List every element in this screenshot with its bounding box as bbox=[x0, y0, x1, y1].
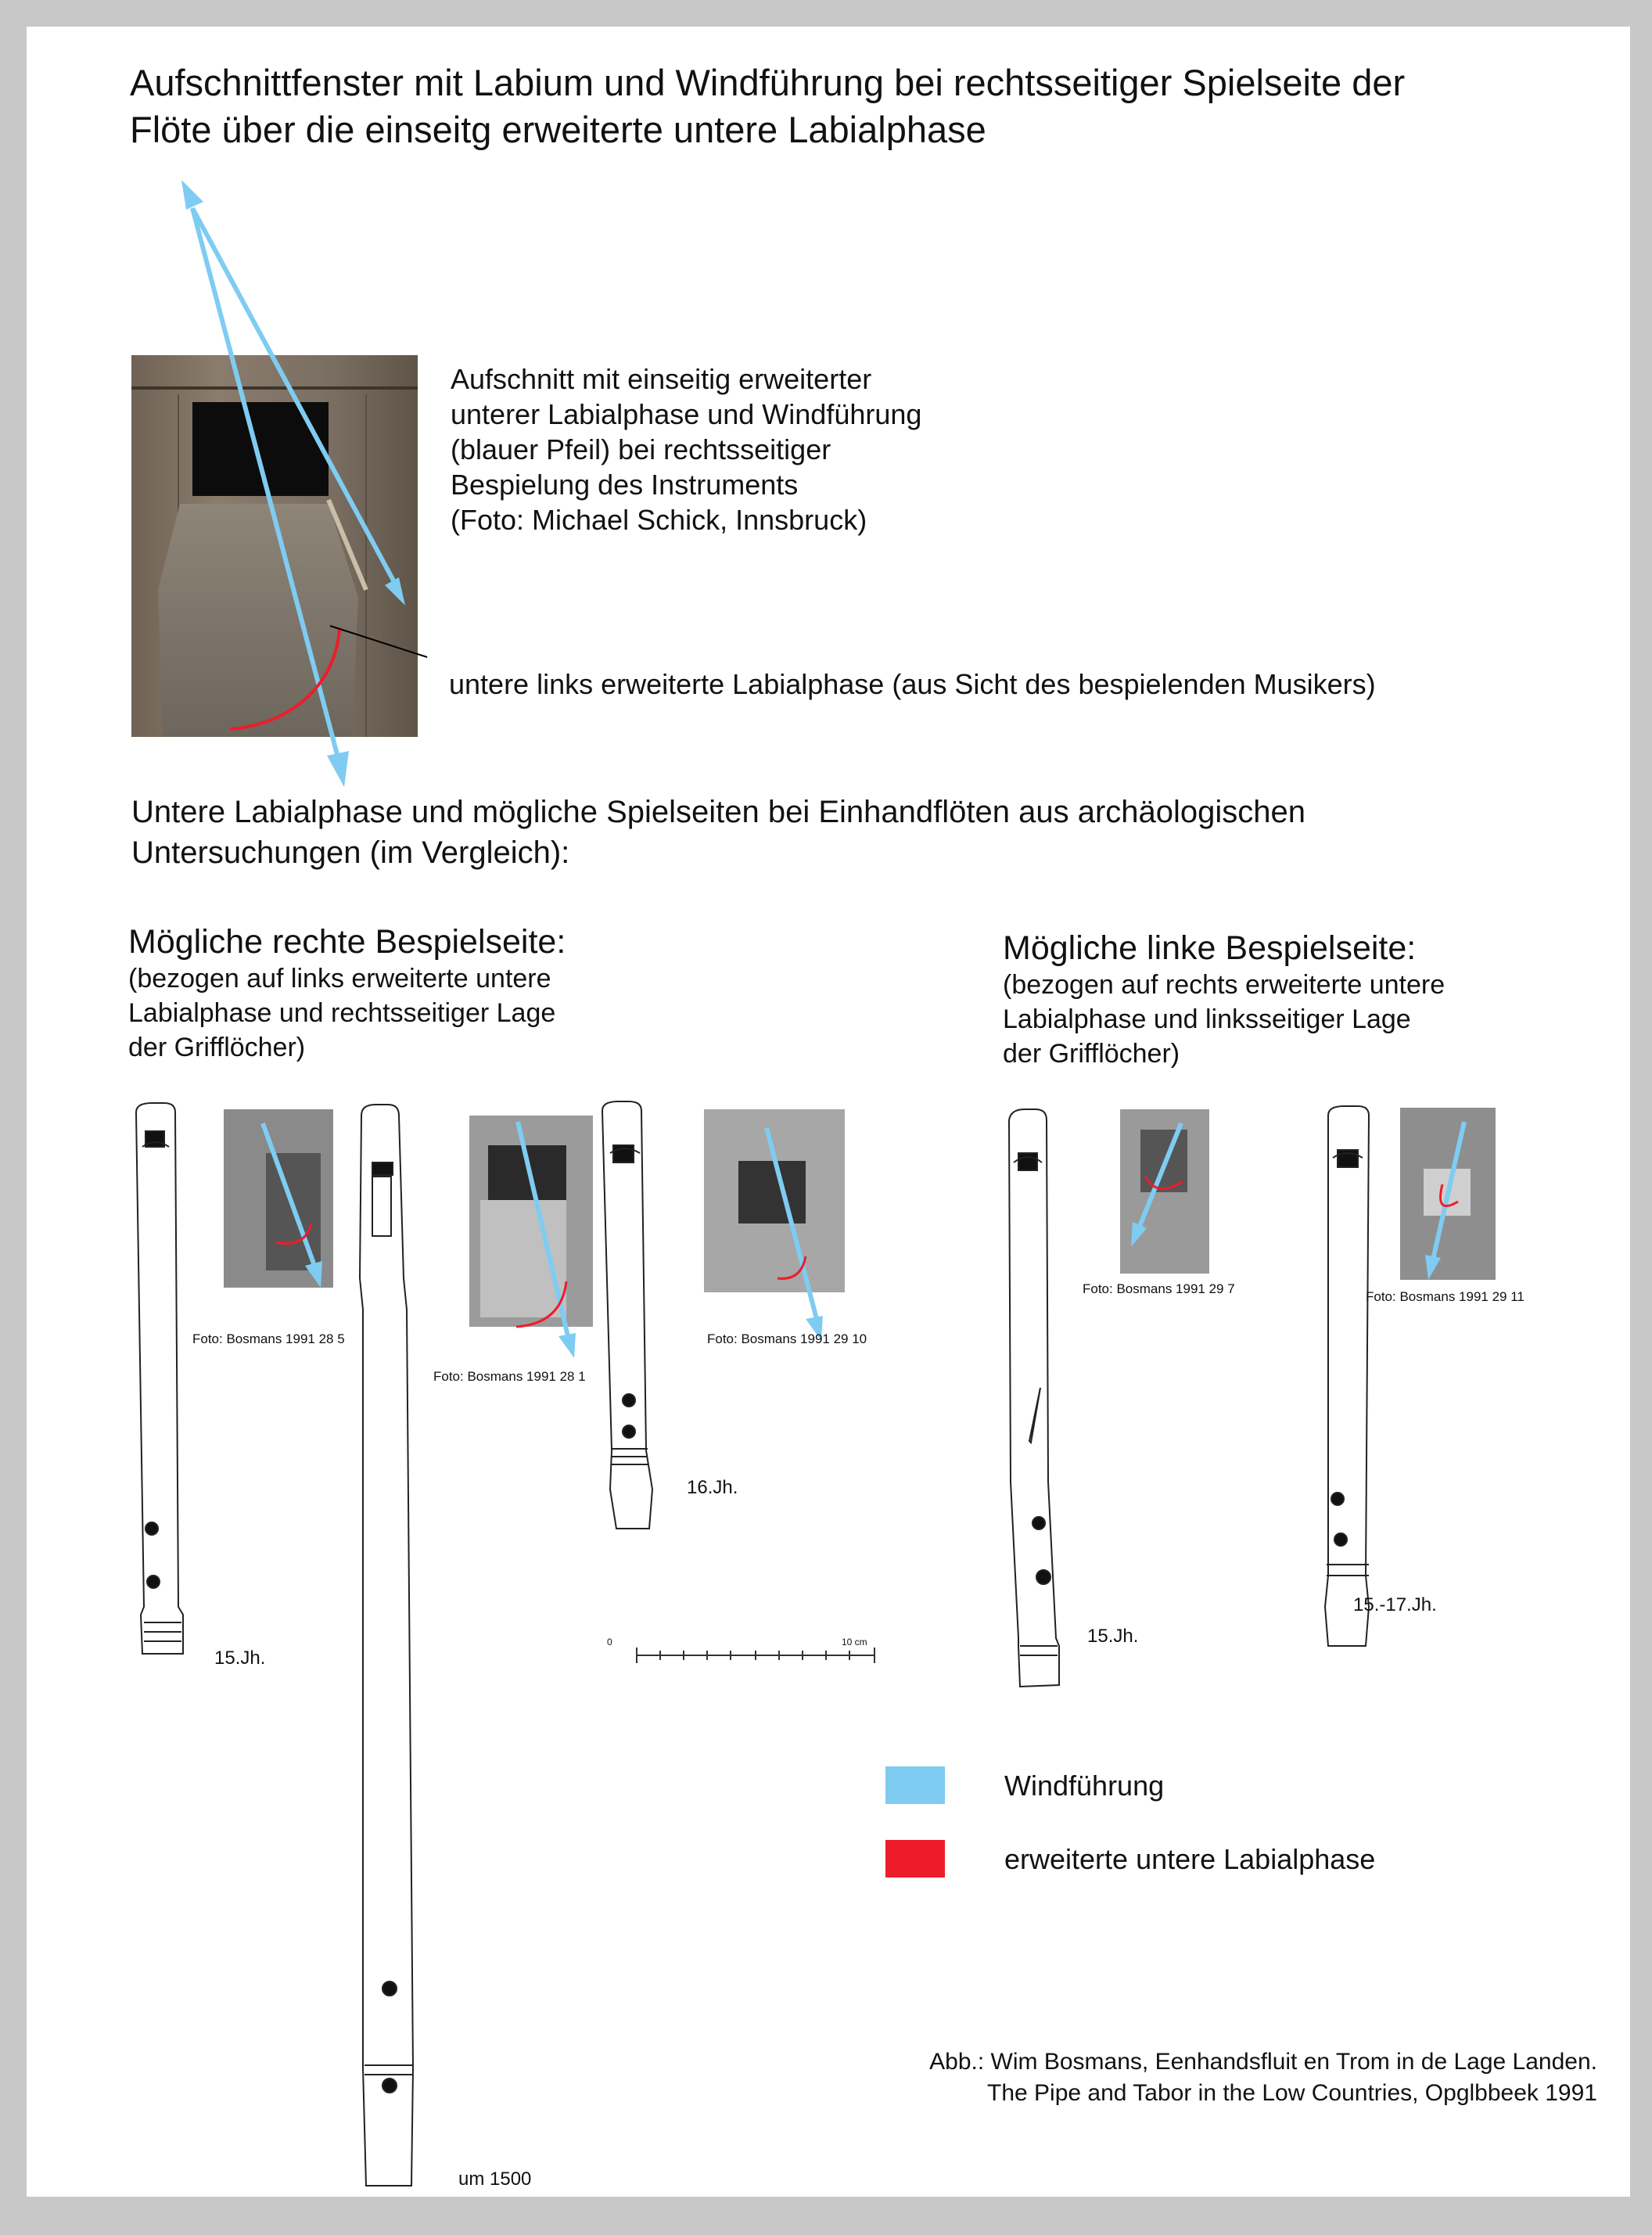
photo-credit-28-5: Foto: Bosmans 1991 28 5 bbox=[192, 1331, 345, 1346]
source-credit-line-1: Abb.: Wim Bosmans, Eenhandsfluit en Trom in de Lage Landen. bbox=[929, 2049, 1597, 2075]
right-side-heading: Mögliche rechte Bespielseite: bbox=[128, 923, 566, 961]
small-wind-arrows bbox=[263, 1122, 1464, 1358]
flute-15th-century-left bbox=[1009, 1109, 1059, 1687]
era-label-flute-5: 15.-17.Jh. bbox=[1353, 1594, 1437, 1615]
right-side-note-line-2: Labialphase und rechtsseitiger Lage bbox=[128, 998, 556, 1028]
photo-caption-line-4: Bespielung des Instruments bbox=[451, 469, 799, 501]
legend-swatch-wind bbox=[885, 1766, 945, 1804]
era-label-flute-1: 15.Jh. bbox=[214, 1648, 266, 1669]
comparison-title-line-1: Untere Labialphase und mögliche Spielseiten bei Einhandflöten aus archäologischen bbox=[131, 795, 1306, 829]
photo-credit-29-10: Foto: Bosmans 1991 29 10 bbox=[707, 1331, 867, 1346]
left-side-note-line-1: (bezogen auf rechts erweiterte untere bbox=[1003, 970, 1446, 1000]
small-labial-curves bbox=[275, 1177, 1458, 1327]
legend-swatch-labial bbox=[885, 1840, 945, 1877]
flute-16th-century bbox=[602, 1101, 652, 1529]
figure-title-line-1: Aufschnittfenster mit Labium und Windführung bei rechtsseitiger Spielseite der bbox=[130, 62, 1406, 103]
labial-curve bbox=[230, 629, 339, 729]
labial-annotation: untere links erweiterte Labialphase (aus Sicht des bespielenden Musikers) bbox=[449, 668, 1376, 700]
photo-caption-line-2: unterer Labialphase und Windführung bbox=[451, 398, 922, 430]
era-label-flute-4: 15.Jh. bbox=[1087, 1626, 1139, 1647]
comparison-title-line-2: Untersuchungen (im Vergleich): bbox=[131, 835, 570, 870]
leader-line bbox=[330, 626, 427, 657]
photo-caption-line-3: (blauer Pfeil) bei rechtsseitiger bbox=[451, 433, 831, 465]
small-photos bbox=[224, 1108, 1496, 1327]
scale-end-label: 10 cm bbox=[842, 1637, 867, 1648]
flute-comparison-drawings bbox=[27, 1075, 1630, 2197]
photo-credit-28-1: Foto: Bosmans 1991 28 1 bbox=[433, 1369, 586, 1384]
flute-15th-17th-century bbox=[1325, 1106, 1369, 1646]
legend-label-wind: Windführung bbox=[1004, 1770, 1165, 1802]
era-label-flute-3: 16.Jh. bbox=[687, 1477, 738, 1498]
era-label-flute-2: um 1500 bbox=[458, 2169, 532, 2190]
left-side-note-line-3: der Grifflöcher) bbox=[1003, 1039, 1180, 1069]
legend-label-labial: erweiterte untere Labialphase bbox=[1004, 1843, 1376, 1875]
main-photo-overlay bbox=[27, 27, 1630, 809]
photo-credit-29-7: Foto: Bosmans 1991 29 7 bbox=[1083, 1281, 1235, 1296]
photo-caption-line-1: Aufschnitt mit einseitig erweiterter bbox=[451, 363, 872, 395]
figure-sheet bbox=[27, 27, 1630, 2197]
flute-um-1500 bbox=[360, 1105, 413, 2186]
left-side-heading: Mögliche linke Bespielseite: bbox=[1003, 929, 1417, 967]
scale-bar bbox=[637, 1648, 874, 1663]
flute-15th-century-right bbox=[136, 1103, 183, 1654]
right-side-note-line-1: (bezogen auf links erweiterte untere bbox=[128, 964, 551, 994]
scale-start-label: 0 bbox=[607, 1637, 612, 1648]
photo-credit-29-11: Foto: Bosmans 1991 29 11 bbox=[1366, 1289, 1525, 1304]
figure-title-line-2: Flöte über die einseitg erweiterte untere Labialphase bbox=[130, 109, 986, 150]
right-side-note-line-3: der Grifflöcher) bbox=[128, 1033, 306, 1062]
wind-arrow bbox=[181, 180, 405, 787]
left-side-note-line-2: Labialphase und linksseitiger Lage bbox=[1003, 1004, 1411, 1034]
source-credit-line-2: The Pipe and Tabor in the Low Countries, Opglbbeek 1991 bbox=[987, 2080, 1597, 2106]
source-credit bbox=[929, 2046, 1597, 2109]
photo-caption-line-5: (Foto: Michael Schick, Innsbruck) bbox=[451, 504, 867, 536]
